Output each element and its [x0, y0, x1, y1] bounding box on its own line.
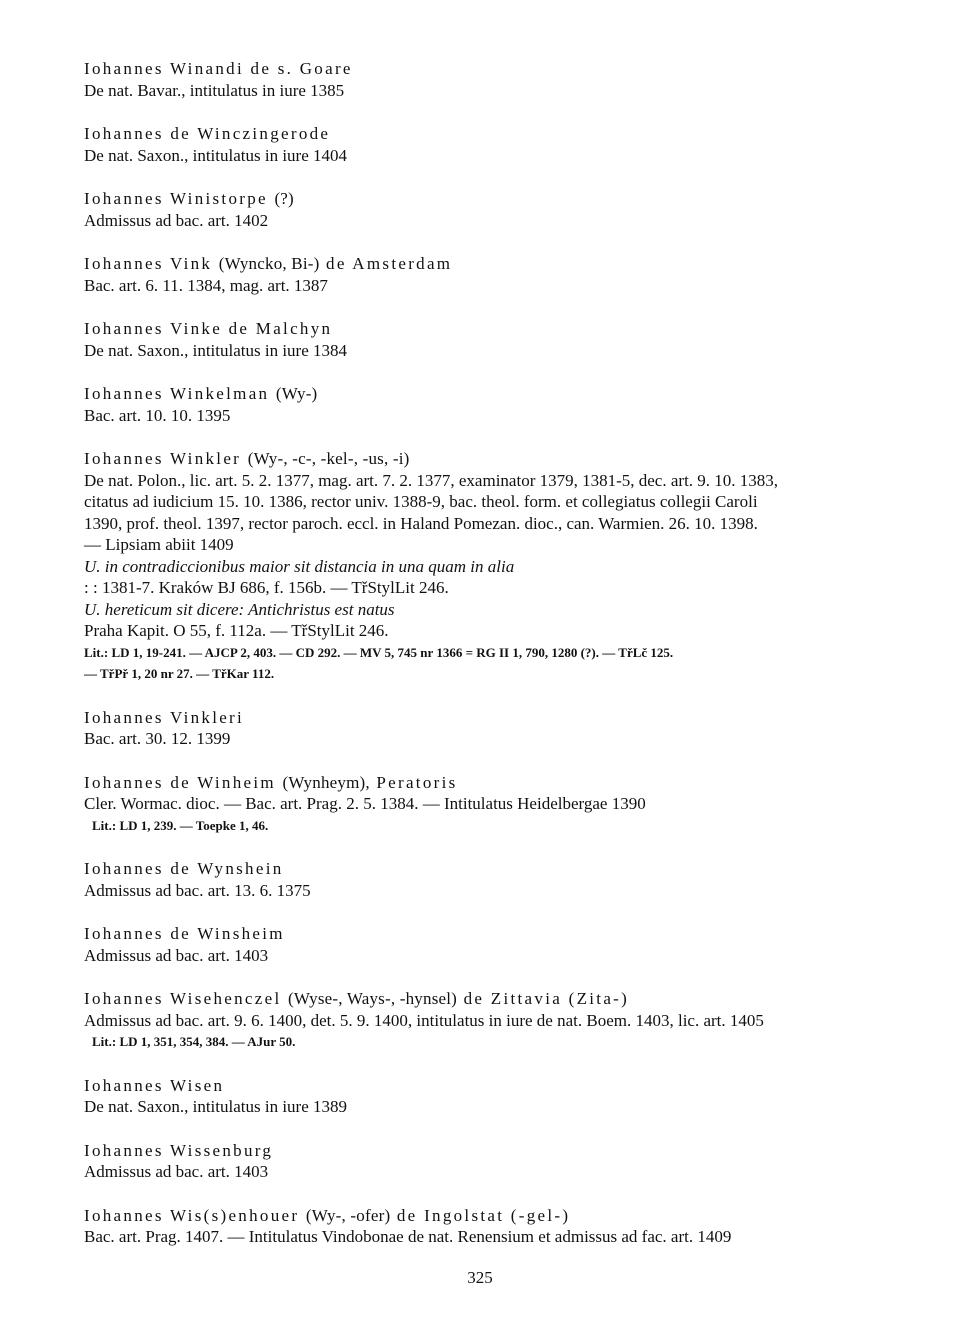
entry [84, 318, 904, 361]
entry-name [84, 1140, 904, 1162]
entry [84, 58, 904, 101]
entry-detail-line: De nat. Saxon., intitulatus in iure 1404 [84, 145, 347, 165]
entry-detail-line: Bac. art. 30. 12. 1399 [84, 729, 231, 748]
entry-name-main: Iohannes Winkler [84, 449, 242, 468]
entry [84, 1140, 904, 1183]
entry-name-main: Iohannes Wisehenczel [84, 989, 282, 1008]
literature-line: Lit.: LD 1, 239. — Toepke 1, 46. [92, 817, 269, 833]
entry-name [84, 253, 904, 275]
entry [84, 707, 904, 750]
entry [84, 188, 904, 231]
entry-detail-line: Admissus ad bac. art. 9. 6. 1400, det. 5. 9. 1400, intitulatus in iure de nat. Boem. 1403, lic. art. 1405 [84, 1010, 764, 1030]
literature-line: Lit.: LD 1, 19-241. — AJCP 2, 403. — CD 292. — MV 5, 745 nr 1366 = RG II 1, 790, 1280 (?). — TřLč 125. [84, 644, 674, 660]
entry [84, 1205, 904, 1248]
entry-name-main: Iohannes Winandi de s. Goare [84, 59, 353, 78]
work-title: in contradiccionibus maior sit distancia in una quam in alia [104, 556, 515, 576]
entry-name-main: Iohannes Vinke de Malchyn [84, 319, 333, 338]
entry-detail-line: Bac. art. 6. 11. 1384, mag. art. 1387 [84, 275, 328, 295]
entry-detail-line: De nat. Saxon., intitulatus in iure 1384 [84, 340, 347, 360]
entry-name-origin: Peratoris [376, 772, 458, 792]
entry-detail-line: Cler. Wormac. dioc. — Bac. art. Prag. 2. 5. 1384. — Intitulatus Heidelbergae 1390 [84, 794, 646, 813]
literature-line: — TřPř 1, 20 nr 27. — TřKar 112. [84, 666, 275, 681]
entry-detail-line: citatus ad iudicium 15. 10. 1386, rector univ. 1388-9, bac. theol. form. et collegiatus collegii Caroli [84, 492, 758, 511]
work-title: hereticum sit dicere: Antichristus est natus [104, 599, 395, 619]
entry-name [84, 858, 904, 880]
work-line: : : 1381-7. Kraków BJ 686, f. 156b. — TřStylLit 246. [84, 578, 449, 597]
entry-name-main: Iohannes de Winheim [84, 772, 276, 792]
document-body [84, 58, 904, 1270]
entry-detail-line: Admissus ad bac. art. 1403 [84, 945, 269, 965]
entry-name [84, 318, 904, 340]
entry-name-main: Iohannes Winkelman [84, 384, 270, 403]
work-line [84, 599, 904, 621]
entry-detail-line: De nat. Bavar., intitulatus in iure 1385 [84, 80, 345, 100]
entry-detail-line: Bac. art. Prag. 1407. — Intitulatus Vindobonae de nat. Renensium et admissus ad fac. art. 1409 [84, 1227, 732, 1246]
entry-name-main: Iohannes de Wynshein [84, 859, 284, 878]
entry-detail-line: Admissus ad bac. art. 1402 [84, 210, 269, 230]
entry-name-variants: (Wyncko, Bi-) [218, 254, 320, 273]
entry [84, 988, 904, 1053]
entry [84, 383, 904, 426]
page-number: 325 [467, 1268, 493, 1287]
entry-name-main: Iohannes Winistorpe [84, 189, 268, 208]
entry-name-origin: de Amsterdam [326, 254, 453, 273]
entry-name-origin: de Ingolstat (-gel-) [396, 1205, 571, 1225]
entry-name-main: Iohannes Wis(s)enhouer [84, 1205, 300, 1225]
work-prefix: U. [84, 556, 101, 576]
work-prefix: U. [84, 599, 101, 619]
entry-name-origin: de Zittavia (Zita-) [463, 989, 630, 1008]
entry-detail-line: Bac. art. 10. 10. 1395 [84, 405, 231, 425]
entry-name [84, 923, 904, 945]
entry [84, 858, 904, 901]
entry-name [84, 58, 904, 80]
entry-name [84, 123, 904, 145]
entry-name-main: Iohannes de Winsheim [84, 924, 285, 943]
entry-name [84, 1205, 904, 1227]
entry-name-main: Iohannes de Winczingerode [84, 124, 331, 143]
entry-name-variants: (Wy-, -ofer) [305, 1205, 391, 1225]
entry-name-main: Iohannes Wisen [84, 1075, 225, 1095]
entry [84, 253, 904, 296]
entry [84, 448, 904, 685]
entry [84, 123, 904, 166]
entry-detail-line: Admissus ad bac. art. 1403 [84, 1162, 269, 1181]
entry-name-main: Iohannes Wissenburg [84, 1140, 274, 1160]
entry-name-variants: (Wy-) [275, 384, 318, 403]
work-line: Praha Kapit. O 55, f. 112a. — TřStylLit 246. [84, 621, 389, 640]
entry [84, 1075, 904, 1118]
work-line [84, 556, 904, 578]
entry-name [84, 772, 904, 794]
entry [84, 772, 904, 837]
entry-name-variants: (Wy-, -c-, -kel-, -us, -i) [247, 449, 410, 468]
entry-name-main: Iohannes Vinkleri [84, 707, 245, 727]
entry-name [84, 988, 904, 1010]
entry-name [84, 383, 904, 405]
entry-name [84, 1075, 904, 1097]
entry-name-variants: (Wynheym), [282, 772, 370, 792]
entry [84, 923, 904, 966]
entry-name [84, 448, 904, 470]
entry-name-variants: (Wyse-, Ways-, -hynsel) [288, 989, 458, 1008]
entry-name-main: Iohannes Vink [84, 254, 213, 273]
entry-detail-line: — Lipsiam abiit 1409 [84, 535, 234, 554]
entry-name [84, 707, 904, 729]
entry-detail-line: De nat. Polon., lic. art. 5. 2. 1377, mag. art. 7. 2. 1377, examinator 1379, 1381-5, dec. art. 9. 10. 1383, [84, 470, 779, 490]
entry-name-variants: (?) [274, 189, 294, 208]
literature-line: Lit.: LD 1, 351, 354, 384. — AJur 50. [92, 1034, 296, 1049]
entry-detail-line: 1390, prof. theol. 1397, rector paroch. eccl. in Haland Pomezan. dioc., can. Warmien. 26. 10. 1398. [84, 513, 758, 533]
entry-detail-line: Admissus ad bac. art. 13. 6. 1375 [84, 880, 311, 900]
entry-name [84, 188, 904, 210]
entry-detail-line: De nat. Saxon., intitulatus in iure 1389 [84, 1097, 347, 1116]
